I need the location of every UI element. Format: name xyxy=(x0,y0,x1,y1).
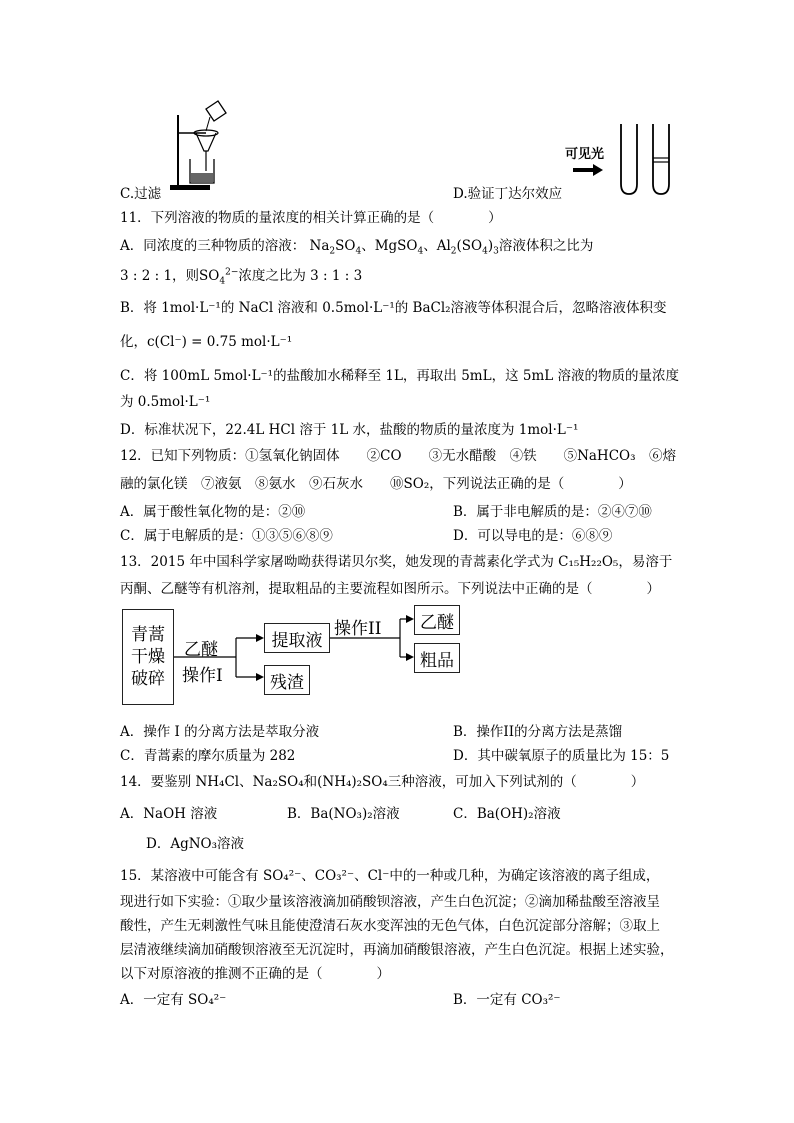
flow-op1-label: 操作I xyxy=(182,666,223,686)
q15-line2: 现进行如下实验：①取少量该溶液滴加硝酸钡溶液，产生白色沉淀；②滴加稀盐酸至溶液呈 xyxy=(120,894,660,910)
q13-option-c: C．青蒿素的摩尔质量为 282 xyxy=(120,748,296,764)
q12-option-b: B．属于非电解质的是：②④⑦⑩ xyxy=(453,504,652,520)
flow-diagram xyxy=(120,605,480,715)
q12-line1: 12．已知下列物质：①氢氧化钠固体 ②CO ③无水醋酸 ④铁 ⑤NaHCO₃ ⑥熔 xyxy=(120,448,677,464)
q11-option-b-line2: 化，c(Cl⁻) = 0.75 mol·L⁻¹ xyxy=(120,334,293,350)
q12-option-d: D．可以导电的是：⑥⑧⑨ xyxy=(453,528,613,544)
q11-a-line2-pre: 3 : 2 : 1，则SO xyxy=(120,268,220,284)
q15-option-a: A．一定有 SO₄²⁻ xyxy=(120,992,227,1008)
flow-start-line1: 青蒿 xyxy=(131,625,165,645)
flow-start-line3: 破碎 xyxy=(131,669,165,689)
q13-option-d: D．其中碳氧原子的质量比为 15：5 xyxy=(453,748,670,764)
q14-option-c: C．Ba(OH)₂溶液 xyxy=(453,806,561,822)
option-c-label: C.过滤 xyxy=(120,186,162,202)
q11-option-b-line1: B．将 1mol·L⁻¹的 NaCl 溶液和 0.5mol·L⁻¹的 BaCl₂溶液等体积混合后，忽略溶液体积变 xyxy=(120,300,667,316)
q13-line2: 丙酮、乙醚等有机溶剂，提取粗品的主要流程如图所示。下列说法中正确的是（ ） xyxy=(120,581,660,597)
q11-a-prefix: A．同浓度的三种物质的溶液： xyxy=(120,238,306,254)
flow-start-line2: 干燥 xyxy=(131,647,165,667)
q14-option-a: A．NaOH 溶液 xyxy=(120,806,218,822)
q11-stem: 11．下列溶液的物质的量浓度的相关计算正确的是（ ） xyxy=(120,210,502,226)
q13-line1: 13．2015 年中国科学家屠呦呦获得诺贝尔奖，她发现的青蒿素化学式为 C₁₅H₂₂O₅，易溶于 xyxy=(120,554,673,570)
flow-extract-box: 提取液 xyxy=(264,623,330,653)
q15-line5: 以下对原溶液的推测不正确的是（ ） xyxy=(120,966,390,982)
q11-option-d: D．标准状况下，22.4L HCl 溶于 1L 水，盐酸的物质的量浓度为 1mol·L⁻¹ xyxy=(120,422,579,438)
flow-ether-box: 乙醚 xyxy=(414,605,460,635)
q11-a-line2-post: 浓度之比为 3 : 1 : 3 xyxy=(238,268,363,284)
tyndall-apparatus-figure xyxy=(565,118,675,198)
q15-line1: 15．某溶液中可能含有 SO₄²⁻、CO₃²⁻、Cl⁻中的一种或几种，为确定该溶液的离子组成， xyxy=(120,868,660,884)
q14-stem: 14．要鉴别 NH₄Cl、Na₂SO₄和(NH₄)₂SO₄三种溶液，可加入下列试剂的（ ） xyxy=(120,774,645,790)
flow-op2-label: 操作II xyxy=(334,619,382,639)
option-d-label: D.验证丁达尔效应 xyxy=(453,186,563,202)
q11-option-c-line2: 为 0.5mol·L⁻¹ xyxy=(120,394,211,410)
q12-option-c: C．属于电解质的是：①③⑤⑥⑧⑨ xyxy=(120,528,333,544)
q11-option-c-line1: C．将 100mL 5mol·L⁻¹的盐酸加水稀释至 1L，再取出 5mL，这 5mL 溶液的物质的量浓度 xyxy=(120,368,680,384)
q13-option-b: B．操作II的分离方法是蒸馏 xyxy=(453,724,623,740)
q15-line3: 酸性，产生无刺激性气味且能使澄清石灰水变浑浊的无色气体，白色沉淀部分溶解；③取上 xyxy=(120,918,660,934)
visible-light-label: 可见光 xyxy=(565,147,605,162)
flow-residue-box: 残渣 xyxy=(264,665,310,695)
q11-option-a-line1: A．同浓度的三种物质的溶液： $Na_2SO_4$、MgSO$_4$、$Al_2(SO_4)_3$溶液体积之比为 xyxy=(120,238,594,257)
q11-a-suffix: 溶液体积之比为 xyxy=(498,238,594,254)
q12-line2: 融的氯化镁 ⑦液氨 ⑧氨水 ⑨石灰水 ⑩SO₂，下列说法正确的是（ ） xyxy=(120,476,632,492)
q14-option-b: B．Ba(NO₃)₂溶液 xyxy=(287,806,400,822)
q13-option-a: A．操作 I 的分离方法是萃取分液 xyxy=(120,724,320,740)
flow-solvent-label: 乙醚 xyxy=(184,640,218,660)
filtration-apparatus-figure xyxy=(168,95,228,193)
q11-option-a-line2: 3 : 2 : 1，则$SO_4^{2-}$浓度之比为 3 : 1 : 3 xyxy=(120,267,363,287)
flow-crude-box: 粗品 xyxy=(414,643,460,673)
q15-option-b: B．一定有 CO₃²⁻ xyxy=(453,992,561,1008)
q14-option-d: D．AgNO₃溶液 xyxy=(146,836,245,852)
q15-line4: 层清液继续滴加硝酸钡溶液至无沉淀时，再滴加硝酸银溶液，产生白色沉淀。根据上述实验， xyxy=(120,942,674,958)
q12-option-a: A．属于酸性氧化物的是：②⑩ xyxy=(120,504,306,520)
